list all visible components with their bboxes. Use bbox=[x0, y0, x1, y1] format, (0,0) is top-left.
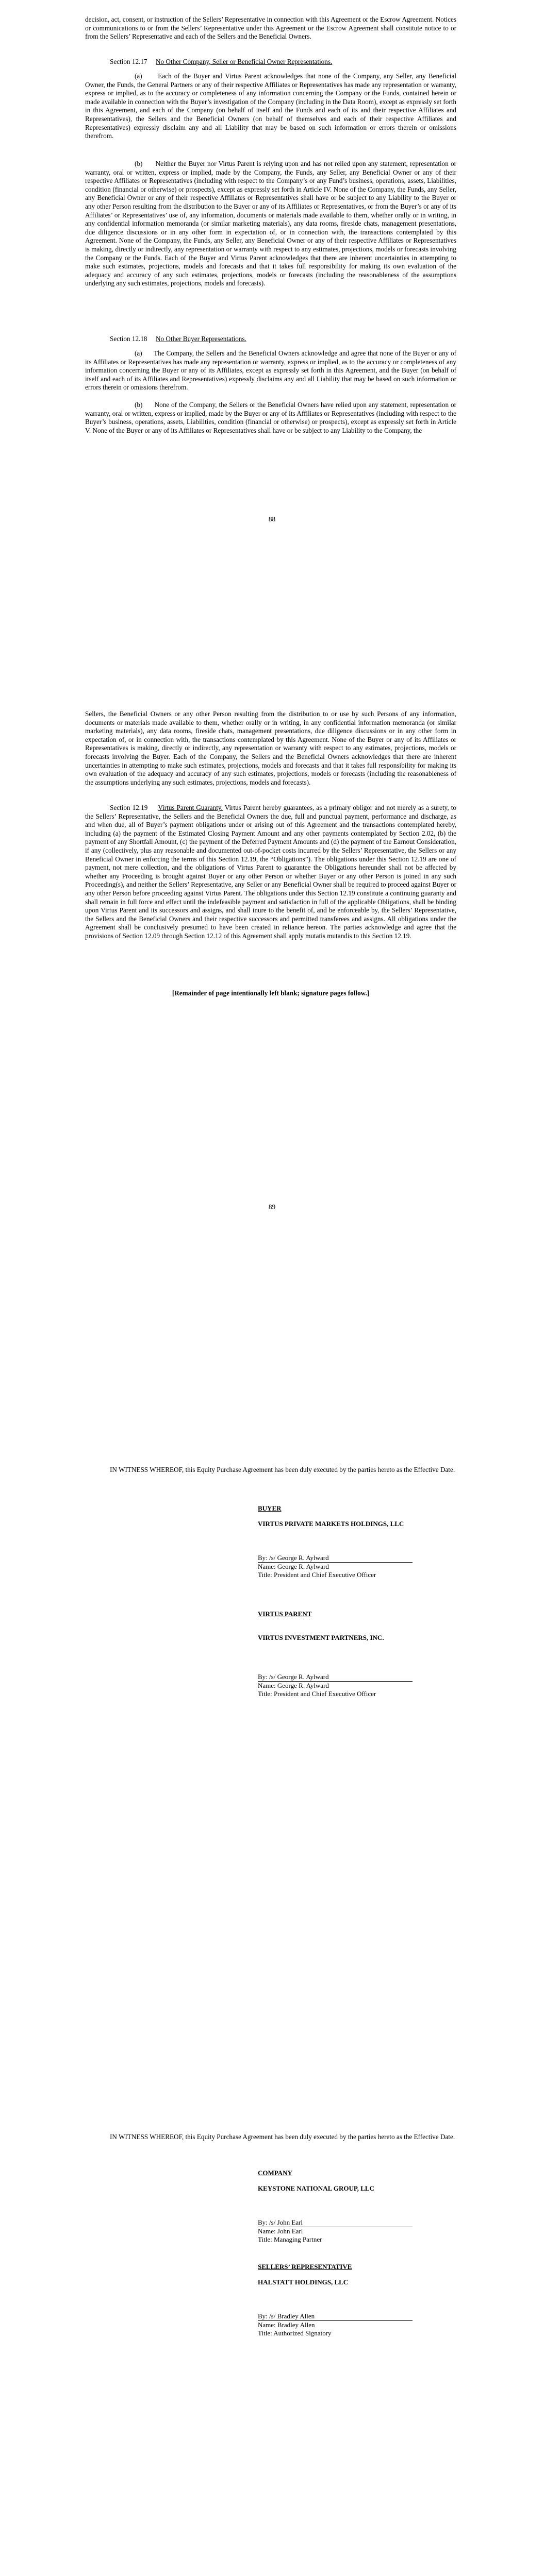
section-title: No Other Buyer Representations. bbox=[156, 335, 246, 343]
party-heading: VIRTUS PARENT bbox=[258, 1610, 312, 1618]
continuation-paragraph: Sellers, the Beneficial Owners or any other Person resulting from the distribution to or use by such Persons of any information, documents or materials made available to them, whether orally or in writing, in any confidential information memoranda (or similar marketing materials), any data rooms, fireside chats, management presentations, due diligence discussions or in any other form in expectation of, or in connection with, the transactions contemplated by this Agreement. None of the Buyer or any of its Affiliates or Representatives is making, directly or indirectly, any representation or warranty with respect to any estimates, projections, models or forecasts involving the Buyer. Each of the Company, the Sellers and the Beneficial Owners acknowledges that there are inherent uncertainties in attempting to make such estimates, projections, models and forecasts and that it takes full responsibility for making its own evaluation of the adequacy and accuracy of any such estimates, projections, models or forecasts (including the reasonableness of the assumptions underlying any such estimates, projections, models and forecasts). bbox=[85, 710, 456, 786]
remainder-note: [Remainder of page intentionally left blank; signature pages follow.] bbox=[172, 989, 370, 997]
section-number: Section 12.17 bbox=[110, 58, 147, 65]
signer-name: Name: George R. Aylward bbox=[258, 1682, 329, 1689]
section-title: Virtus Parent Guaranty. bbox=[158, 804, 223, 811]
signer-title: Title: Managing Partner bbox=[258, 2235, 322, 2243]
signer-title: Title: Authorized Signatory bbox=[258, 2329, 332, 2337]
company-signature-block bbox=[258, 2169, 474, 2244]
signer-title: Title: President and Chief Executive Officer bbox=[258, 1690, 376, 1698]
sellers-representative-signature-block bbox=[258, 2263, 474, 2337]
signature-line: By: /s/ George R. Aylward bbox=[258, 1554, 474, 1563]
section-number: Section 12.18 bbox=[110, 335, 147, 343]
signer-name: Name: George R. Aylward bbox=[258, 1563, 329, 1570]
party-company: VIRTUS PRIVATE MARKETS HOLDINGS, LLC bbox=[258, 1520, 404, 1528]
virtus-parent-signature-block bbox=[258, 1610, 474, 1698]
section-12-18-heading bbox=[85, 335, 456, 344]
signature-page-buyer bbox=[0, 1386, 544, 2087]
party-company: KEYSTONE NATIONAL GROUP, LLC bbox=[258, 2184, 374, 2192]
section-12-19 bbox=[85, 804, 456, 941]
page-89 bbox=[0, 685, 544, 1386]
witness-clause: IN WITNESS WHEREOF, this Equity Purchase Agreement has been duly executed by the parties hereto as the Effective Date. bbox=[110, 1466, 455, 1473]
signature-page-company bbox=[0, 2087, 544, 2576]
section-12-18-a: (a) The Company, the Sellers and the Beneficial Owners acknowledge and agree that none of the Buyer or any of its Affiliates or Representatives has made any representation or warranty, express or implied, as to the accuracy or completeness of any information concerning the Buyer or any of its Affiliates, except as expressly set forth in this Agreement, and the Buyer (on behalf of itself and each of its Affiliates and Representatives) expressly disclaims any and all Liability that may be based on such information or errors therein or omissions therefrom. bbox=[85, 349, 456, 392]
party-heading: COMPANY bbox=[258, 2169, 292, 2177]
party-company: VIRTUS INVESTMENT PARTNERS, INC. bbox=[258, 1634, 384, 1641]
section-title: No Other Company, Seller or Beneficial Owner Representations. bbox=[156, 58, 333, 65]
section-text: Virtus Parent hereby guarantees, as a primary obligor and not merely as a surety, to the Sellers’ Representative, the Sellers and the Beneficial Owners the due, full and punctual payment, performance and discharge, as and when due, all of Buyer’s payment obligations under or arising out of this Agreement and the transactions contemplated hereby, including (a) the payment of the Estimated Closing Payment Amount and any other payments contemplated by Section 2.02, (b) the payment of any Shortfall Amount, (c) the payment of the Deferred Payment Amounts and (d) the payment of the Earnout Consideration, if any (collectively, plus any reasonable and documented out-of-pocket costs incurred by the Sellers’ Representative, the Sellers or any Beneficial Owner in enforcing the terms of this Section 12.19, the “Obligations”). The obligations under this Section 12.19 are one of payment, not mere collection, and the obligations of Virtus Parent to guarantee the Obligations hereunder shall not be affected by whether any Proceeding is brought against Buyer or any other Person or whether Buyer or any other Person is joined in any such Proceeding(s), and neither the Sellers’ Representative, any Seller or any Beneficial Owner shall be required to proceed against Buyer or any other Person before proceeding against Virtus Parent. The obligations under this Section 12.19 constitute a continuing guaranty and shall remain in full force and effect until the indefeasible payment and satisfaction in full of the applicable Obligations, shall be binding upon Virtus Parent and its successors and assigns, and shall inure to the benefit of, and be enforceable by, the Sellers’ Representative, the Sellers and the Beneficial Owners and their respective successors and permitted transferees and assigns. All obligations under the Agreement shall be conclusively presumed to have been created in reliance hereon. The parties acknowledge and agree that the provisions of Section 12.09 through Section 12.12 of this Agreement shall apply mutatis mutandis to this Section 12.19. bbox=[85, 804, 457, 940]
section-12-17-a: (a) Each of the Buyer and Virtus Parent acknowledges that none of the Company, any Seller, any Beneficial Owner, the Funds, the General Partners or any of their respective Affiliates or Representatives has made any representation or warranty, express or implied, as to the accuracy or completeness of any information concerning the Company or the Funds, contained herein or made available in connection with the Buyer’s investigation of the Company (including in the Data Room), except as expressly set forth in this Agreement, and each of the Company (on behalf of itself and the Funds and each of its and their respective Affiliates and Representatives), the Sellers and the Beneficial Owners (on behalf of themselves and each of their respective Affiliates and Representatives) expressly disclaim any and all Liability that may be based on such information or errors therein or omissions therefrom. bbox=[85, 72, 456, 140]
section-number: Section 12.19 bbox=[110, 804, 148, 811]
section-12-17-heading bbox=[85, 58, 456, 66]
buyer-signature-block bbox=[258, 1504, 474, 1579]
signature-line: By: /s/ Bradley Allen bbox=[258, 2312, 474, 2321]
party-heading: BUYER bbox=[258, 1504, 282, 1512]
signer-name: Name: John Earl bbox=[258, 2227, 303, 2235]
witness-clause: IN WITNESS WHEREOF, this Equity Purchase Agreement has been duly executed by the parties hereto as the Effective Date. bbox=[110, 2133, 455, 2141]
page-88 bbox=[0, 0, 544, 685]
page-number: 88 bbox=[268, 515, 276, 523]
signer-name: Name: Bradley Allen bbox=[258, 2321, 315, 2329]
party-heading: SELLERS’ REPRESENTATIVE bbox=[258, 2263, 352, 2270]
signature-line: By: /s/ John Earl bbox=[258, 2218, 474, 2227]
section-12-18-b: (b) None of the Company, the Sellers or the Beneficial Owners have relied upon any statement, representation or warranty, oral or written, express or implied, made by the Buyer or any of its Affiliates or Representatives (including with respect to the Buyer’s business, operations, assets, Liabilities, condition (financial or otherwise) or prospects), except as expressly set forth in Article V. None of the Buyer or any of its Affiliates or Representatives shall have or be subject to any Liability to the Company, the bbox=[85, 401, 456, 434]
signer-title: Title: President and Chief Executive Officer bbox=[258, 1571, 376, 1579]
section-12-17-b: (b) Neither the Buyer nor Virtus Parent is relying upon and has not relied upon any statement, representation or warranty, oral or written, express or implied, made by the Company, the Funds, any Seller, any Beneficial Owner or any of their respective Affiliates or Representatives (including with respect to the Company’s or any Fund’s business, operations, assets, Liabilities, condition (financial or otherwise) or prospects), except as expressly set forth in Article IV. None of the Company, the Funds, any Seller, any Beneficial Owner or any of their respective Affiliates or Representatives shall have or be subject to any Liability to the Buyer or any other Person resulting from the distribution to the Buyer or any of its Affiliates or Representatives, or from the Buyer’s or any of its Affiliates’ or Representatives’ use of, any information, documents or materials made available to them, whether orally or in writing, in any confidential information memoranda (or similar marketing materials), any data rooms, fireside chats, management presentations, due diligence discussions or in any other form in expectation of, or in connection with, the transactions contemplated by this Agreement. None of the Company, the Funds, any Seller, any Beneficial Owner or any of their respective Affiliates or Representatives is making, directly or indirectly, any representation or warranty with respect to any estimates, projections, models or forecasts involving the Company or the Funds. Each of the Buyer and Virtus Parent acknowledges that there are inherent uncertainties in attempting to make such estimates, projections, models and forecasts and that it takes full responsibility for making its own evaluation of the adequacy and accuracy of any such estimates, projections, models or forecasts (including the reasonableness of the assumptions underlying any such estimates, projections, models and forecasts). bbox=[85, 160, 456, 287]
intro-paragraph: decision, act, consent, or instruction of the Sellers’ Representative in connection with this Agreement or the Escrow Agreement. Notices or communications to or from the Sellers’ Representative under this Agreement or the Escrow Agreement shall constitute notice to or from the Sellers’ Representative and each of the Sellers and the Beneficial Owners. bbox=[85, 15, 456, 41]
page-number: 89 bbox=[268, 1203, 276, 1211]
party-company: HALSTATT HOLDINGS, LLC bbox=[258, 2278, 349, 2286]
signature-line: By: /s/ George R. Aylward bbox=[258, 1673, 474, 1682]
